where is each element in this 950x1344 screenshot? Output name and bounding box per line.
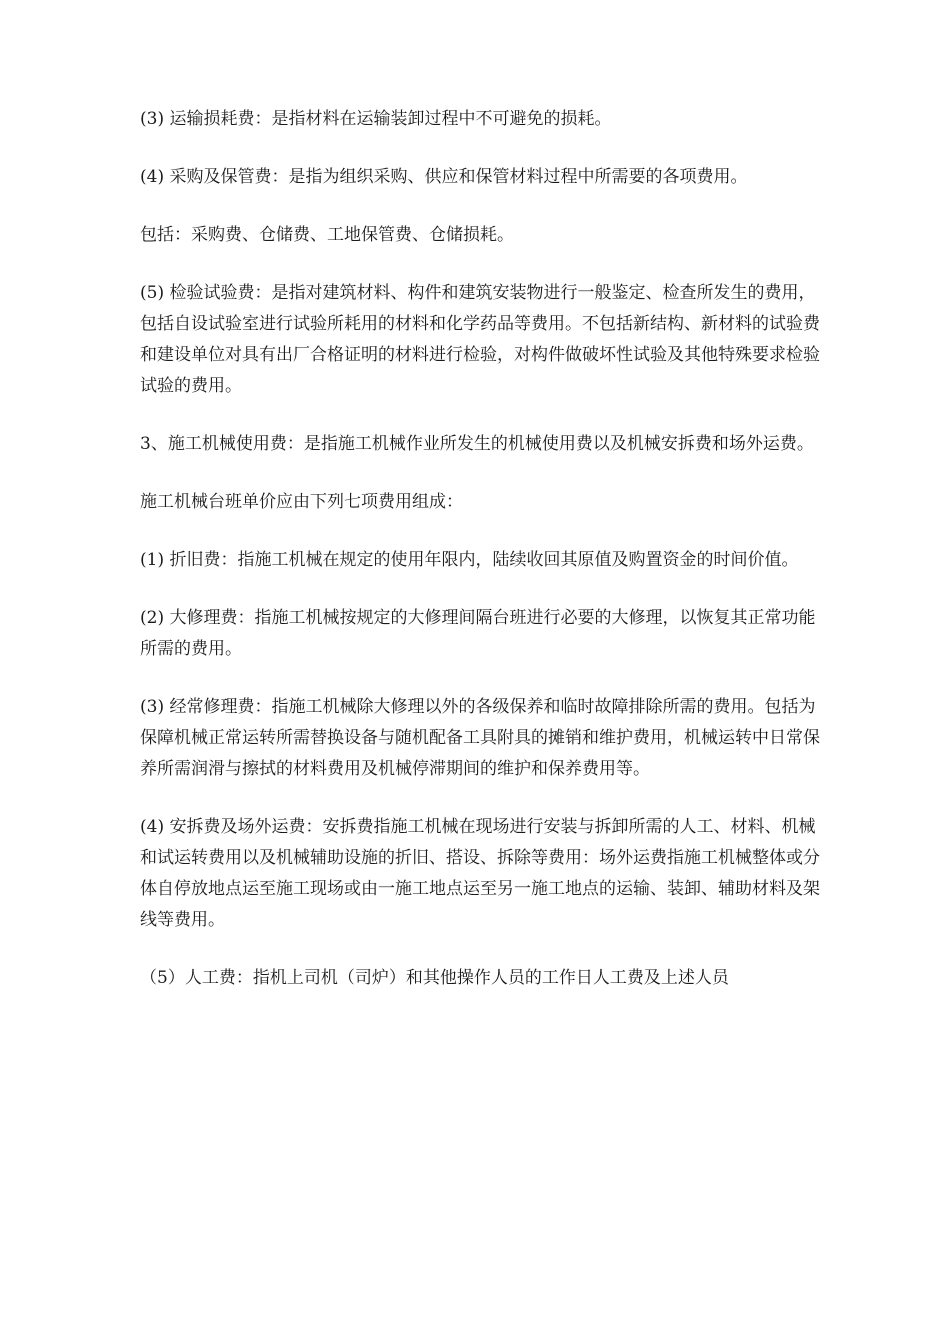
paragraph-machinery-usage: 3、施工机械使用费：是指施工机械作业所发生的机械使用费以及机械安拆费和场外运费。 xyxy=(140,434,814,454)
paragraph-includes: 包括：采购费、仓储费、工地保管费、仓储损耗。 xyxy=(140,225,514,245)
paragraph-inspection-testing: (5) 检验试验费：是指对建筑材料、构件和建筑安装物进行一般鉴定、检查所发生的费用，包括自设试验室进行试验所耗用的材料和化学药品等费用。不包括新结构、新材料的试验费和建设单位对具有出厂合格证明的材料进行检验，对构件做破坏性试验及其他特殊要求检验试验的费用。 xyxy=(140,283,820,396)
paragraph-regular-repair: (3) 经常修理费：指施工机械除大修理以外的各级保养和临时故障排除所需的费用。包括为保障机械正常运转所需替换设备与随机配备工具附具的摊销和维护费用，机械运转中日常保养所需润滑与擦拭的材料费用及机械停滞期间的维护和保养费用等。 xyxy=(140,697,820,779)
paragraph-major-repair: (2) 大修理费：指施工机械按规定的大修理间隔台班进行必要的大修理，以恢复其正常功能所需的费用。 xyxy=(140,608,816,659)
paragraph-installation-transport: (4) 安拆费及场外运费：安拆费指施工机械在现场进行安装与拆卸所需的人工、材料、机械和试运转费用以及机械辅助设施的折旧、搭设、拆除等费用：场外运费指施工机械整体或分体自停放地点运至施工现场或由一施工地点运至另一施工地点的运输、装卸、辅助材料及架线等费用。 xyxy=(140,817,820,930)
paragraph-procurement-storage: (4) 采购及保管费：是指为组织采购、供应和保管材料过程中所需要的各项费用。 xyxy=(140,167,748,187)
paragraph-labor-cost: （5）人工费：指机上司机（司炉）和其他操作人员的工作日人工费及上述人员 xyxy=(140,968,729,988)
paragraph-shift-price: 施工机械台班单价应由下列七项费用组成： xyxy=(140,492,463,512)
document-body xyxy=(140,104,820,1021)
paragraph-transport-loss: (3) 运输损耗费：是指材料在运输装卸过程中不可避免的损耗。 xyxy=(140,109,612,129)
paragraph-depreciation: (1) 折旧费：指施工机械在规定的使用年限内，陆续收回其原值及购置资金的时间价值。 xyxy=(140,550,799,570)
